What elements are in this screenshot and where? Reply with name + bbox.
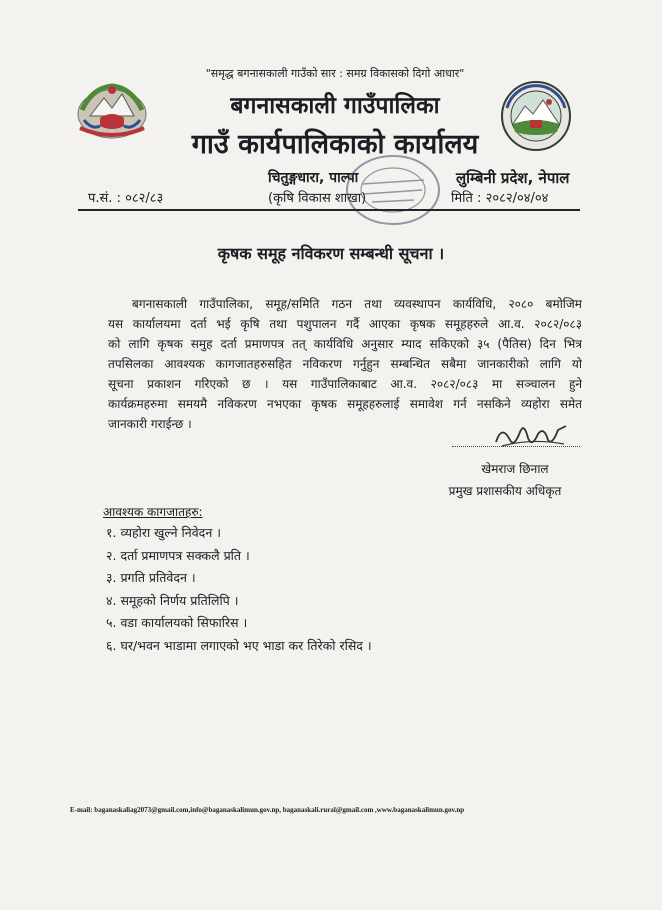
municipality-name: बगनासकाली गाउँपालिका [230, 93, 440, 119]
notice-subject: कृषक समूह नविकरण सम्बन्धी सूचना । [217, 244, 445, 263]
body-line: कार्यक्रमहरुमा समयमै नविकरण नभएका कृषक समूहहरुलाई समावेश गर्न नसकिने व्यहोरा समेत [108, 397, 582, 411]
branch-name: (कृषि विकास शाखा) [268, 191, 367, 206]
office-name: गाउँ कार्यपालिकाको कार्यालय [191, 129, 479, 160]
body-line: यस कार्यालयमा दर्ता भई कृषि तथा पशुपालन गर्दै आएका कृषक समूहहरुले आ.व. २०८२/०८३ [108, 317, 582, 331]
list-item: २. दर्ता प्रमाणपत्र सक्कलै प्रति । [106, 547, 250, 563]
nepal-emblem-icon [70, 80, 154, 142]
list-item: ६. घर/भवन भाडामा लगाएको भए भाडा कर तिरेको रसिद । [106, 637, 372, 653]
notice-body [108, 294, 582, 434]
list-item: ३. प्रगति प्रतिवेदन । [106, 570, 196, 585]
signatory-post: प्रमुख प्रशासकीय अधिकृत [448, 484, 562, 498]
handwritten-signature [492, 418, 572, 454]
documents-heading: आवश्यक कागजातहरु: [103, 505, 203, 519]
province-name: लुम्बिनी प्रदेश, नेपाल [456, 169, 570, 187]
header-divider [78, 209, 580, 211]
body-line: सूचना प्रकाशन गरिएको छ । यस गाउँपालिकाबाट आ.व. २०८२/०८३ मा सञ्चालन हुने [108, 377, 582, 391]
body-line: जानकारी गराईन्छ । [108, 417, 192, 431]
body-line: को लागि कृषक समुह दर्ता प्रमाणपत्र तत् कार्यविधि अनुसार म्याद सकिएको ३५ (पैतिस) दिन भित्र [108, 337, 582, 351]
body-line: बगनासकाली गाउँपालिका, समूह/समिति गठन तथा व्यवस्थापन कार्यविधि, २०८० बमोजिम [132, 297, 582, 311]
documents-list [106, 522, 372, 657]
office-address: चितुङ्गधारा, पाल्पा [268, 170, 359, 186]
list-item: ५. वडा कार्यालयको सिफारिस । [106, 615, 248, 630]
signature-line [452, 446, 580, 447]
list-item: ४. समूहको निर्णय प्रतिलिपि । [106, 592, 239, 608]
footer-contacts: E-mail: baganaskaliag2073@gmail.com,info@baganaskalimun.gov.np, baganaskali.rural@gmail.com ,www.baganaskalimun.gov.np [70, 806, 465, 814]
signatory-name: खेमराज छिनाल [481, 462, 549, 476]
list-item: १. व्यहोरा खुल्ने निवेदन । [106, 525, 221, 540]
letter-date: मिति : २०८२/०४/०४ [451, 191, 549, 206]
office-seal-stamp [338, 150, 448, 230]
reference-number: प.सं. : ०८२/८३ [88, 191, 164, 206]
slogan: "समृद्ध बगनासकाली गाउँको सार : समग्र विकासको दिगो आधार" [205, 67, 465, 80]
body-line: तपसिलका आवश्यक कागजातहरुसहित नविकरण गर्नुहुन सम्बन्धित सबैमा जानकारीको लागि यो [108, 357, 582, 371]
